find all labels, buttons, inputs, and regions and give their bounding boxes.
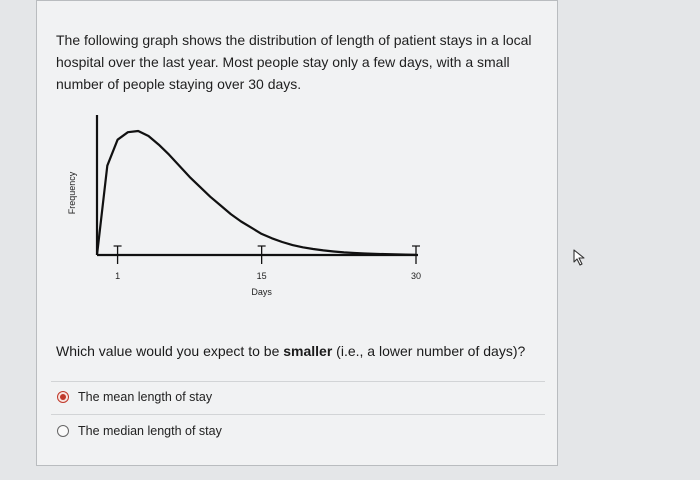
question-card xyxy=(36,0,558,466)
question-intro: The following graph shows the distribution of length of patient stays in a local hospital over the last year. Most people stay only a few days, with a small number of people staying over 30 days. xyxy=(56,32,532,92)
radio-median[interactable] xyxy=(57,425,69,437)
divider xyxy=(51,381,545,382)
mouse-pointer-icon xyxy=(572,248,588,266)
option-mean[interactable] xyxy=(57,386,212,408)
chart-svg xyxy=(61,101,421,301)
distribution-chart xyxy=(61,101,421,301)
question-prompt xyxy=(56,341,546,361)
distribution-curve xyxy=(97,131,416,255)
option-median-label: The median length of stay xyxy=(78,424,222,438)
x-axis-label: Days xyxy=(251,287,272,297)
prompt-emphasis: smaller xyxy=(283,343,333,359)
radio-mean[interactable] xyxy=(57,391,69,403)
x-tick-label: 30 xyxy=(410,271,421,281)
prompt-text-after: (i.e., a lower number of days)? xyxy=(332,343,526,359)
prompt-text-before: Which value would you expect to be xyxy=(56,343,284,359)
y-axis-label: Frequency xyxy=(67,171,77,215)
x-tick-label: 1 xyxy=(115,271,121,281)
divider xyxy=(51,414,545,415)
option-median[interactable] xyxy=(57,420,222,442)
option-mean-label: The mean length of stay xyxy=(78,390,213,404)
x-tick-label: 15 xyxy=(256,271,267,281)
